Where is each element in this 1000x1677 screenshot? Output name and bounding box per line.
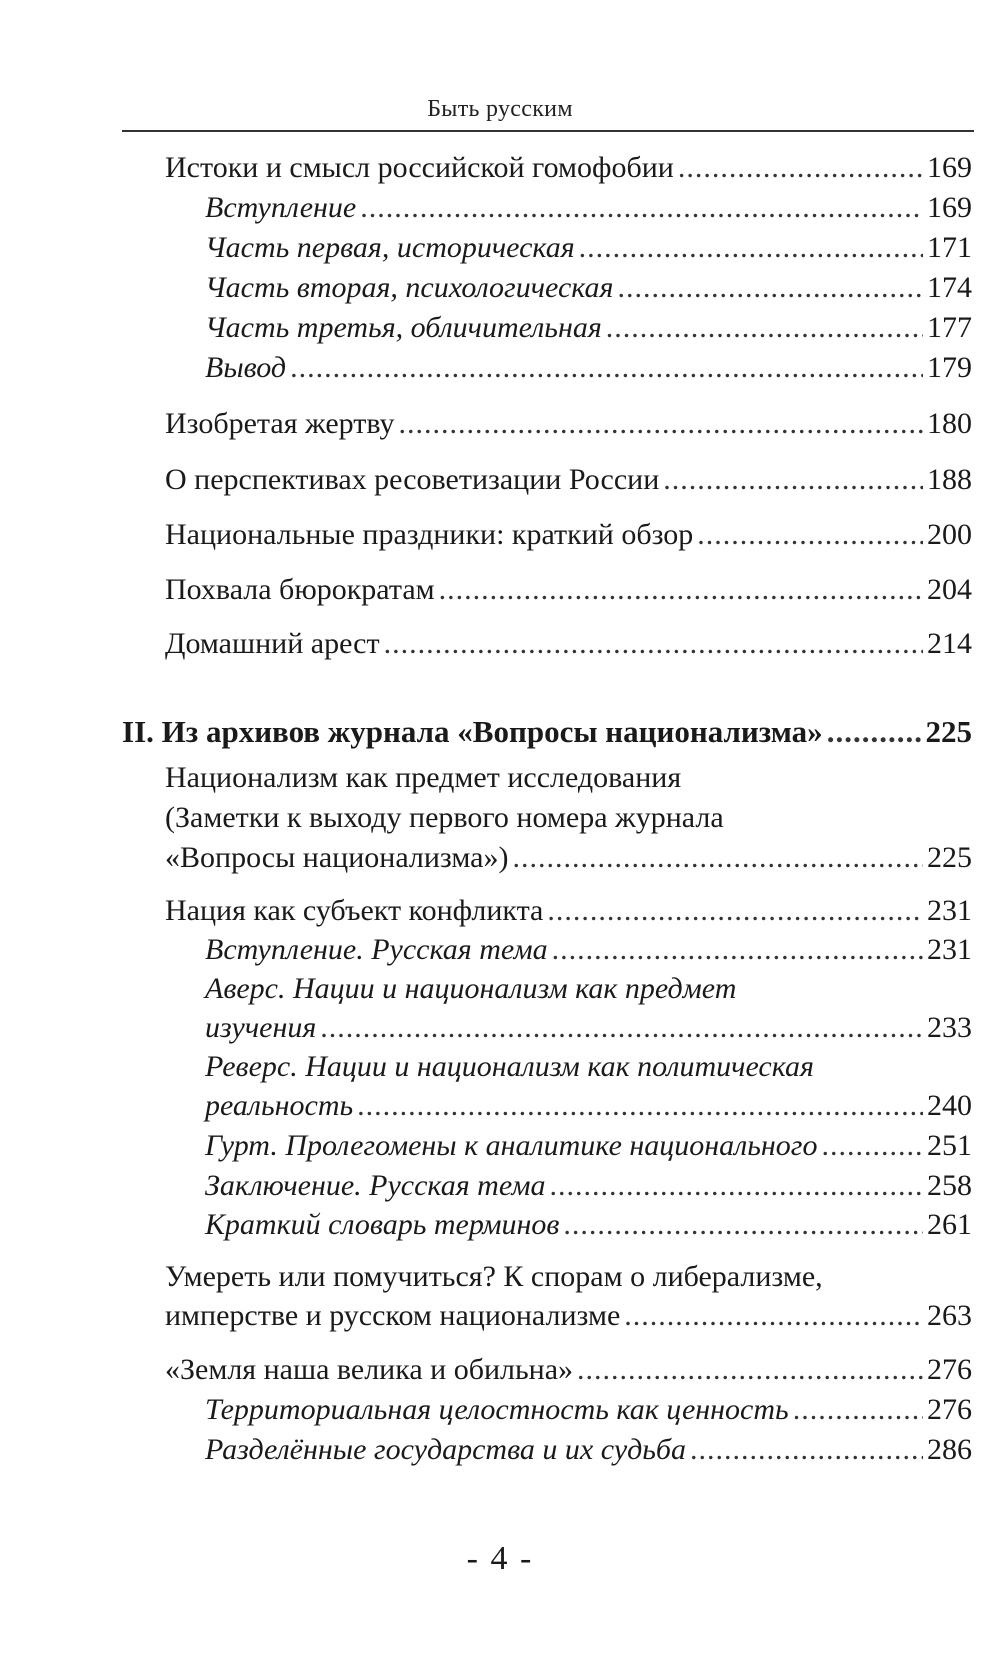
- toc-subentry: [205, 930, 972, 970]
- toc-subentry-page: 177: [927, 311, 972, 344]
- dot-leader: [793, 1390, 923, 1430]
- toc-entry-title: Похвала бюрократам: [165, 573, 435, 606]
- toc-entry-title-line: Национализм как предмет исследования: [165, 761, 682, 794]
- toc-subentry-title: Вывод: [205, 351, 287, 384]
- dot-leader: [618, 268, 923, 308]
- toc-entry-page: 169: [927, 151, 972, 184]
- toc-subentry: [205, 228, 972, 268]
- toc-entry-title: Домашний арест: [165, 627, 380, 660]
- toc-subentry-title: реальность: [205, 1089, 354, 1122]
- toc-subentry-page: 233: [927, 1011, 972, 1044]
- toc-subentry-page: 261: [927, 1208, 972, 1241]
- toc-subentry: [205, 188, 972, 228]
- toc-subentry-title: Заключение. Русская тема: [205, 1169, 546, 1202]
- dot-leader: [563, 1205, 923, 1245]
- toc-subentry-title: изучения: [205, 1011, 317, 1044]
- toc-subentry-page: 169: [927, 191, 972, 224]
- toc-entry-title-line: (Заметки к выходу первого номера журнала: [165, 801, 724, 834]
- toc-subentry-page: 174: [927, 271, 972, 304]
- dot-leader: [624, 1296, 923, 1336]
- toc-entry-title: Национальные праздники: краткий обзор: [165, 518, 694, 551]
- dot-leader: [552, 930, 923, 970]
- toc-subentry: [205, 348, 972, 388]
- toc-subentry-title-line: Аверс. Нации и национализм как предмет: [205, 972, 737, 1005]
- toc-subentry-title: Часть первая, историческая: [205, 231, 575, 264]
- dot-leader: [577, 1350, 923, 1390]
- toc-subentry-title: Часть третья, обличительная: [205, 311, 602, 344]
- toc-entry: [165, 891, 972, 931]
- toc-subentry-title: Вступление. Русская тема: [205, 933, 548, 966]
- toc-subentry-page: 171: [927, 231, 972, 264]
- dot-leader: [579, 228, 923, 268]
- toc-entry-title: О перспективах ресоветизации России: [165, 463, 660, 496]
- toc-entry-page: 225: [927, 841, 972, 874]
- toc-entry: [165, 1296, 972, 1336]
- dot-leader: [606, 308, 923, 348]
- toc-entry-page: 180: [927, 407, 972, 440]
- toc-subentry: [205, 1166, 972, 1206]
- toc-entry-title: Изобретая жертву: [165, 407, 395, 440]
- toc-entry-page: 263: [927, 1299, 972, 1332]
- dot-leader: [678, 148, 923, 188]
- dot-leader: [360, 188, 923, 228]
- toc-entry-title: «Вопросы национализма»): [165, 841, 509, 874]
- dot-leader: [357, 1086, 923, 1126]
- toc-entry-page: 214: [927, 627, 972, 660]
- toc-subentry-page: 231: [927, 933, 972, 966]
- dot-leader: [439, 570, 923, 610]
- toc-subentry-page: 179: [927, 351, 972, 384]
- dot-leader: [512, 838, 923, 878]
- dot-leader: [690, 1430, 923, 1470]
- toc-entry: [165, 148, 972, 188]
- dot-leader: [399, 404, 923, 444]
- toc-subentry: [205, 1430, 972, 1470]
- running-head: Быть русским: [427, 96, 573, 122]
- toc-subentry-title: Гурт. Пролегомены к аналитике национального: [205, 1129, 818, 1162]
- dot-leader: [290, 348, 923, 388]
- toc-subentry-page: 286: [927, 1433, 972, 1466]
- dot-leader: [320, 1008, 923, 1048]
- header-rule: [122, 130, 974, 132]
- toc-subentry-page: 276: [927, 1393, 972, 1426]
- toc-section-title: II. Из архивов журнала «Вопросы национализма»: [122, 714, 823, 749]
- toc-entry: [165, 838, 972, 878]
- toc-entry-page: 276: [927, 1353, 972, 1386]
- toc-subentry-title: Краткий словарь терминов: [205, 1208, 560, 1241]
- dot-leader: [827, 712, 922, 752]
- toc-subentry-title: Территориальная целостность как ценность: [205, 1393, 789, 1426]
- page-number: - 4 -: [466, 1540, 534, 1577]
- toc-subentry: [205, 308, 972, 348]
- toc-entry: [165, 624, 972, 664]
- toc-subentry-title: Разделённые государства и их судьба: [205, 1433, 686, 1466]
- dot-leader: [547, 891, 923, 931]
- toc-subentry-page: 240: [927, 1089, 972, 1122]
- toc-subentry: [205, 1126, 972, 1166]
- toc-entry-title: Истоки и смысл российской гомофобии: [165, 151, 674, 184]
- toc-subentry-page: 258: [927, 1169, 972, 1202]
- toc-section-heading: [122, 712, 972, 752]
- toc-subentry: [205, 1390, 972, 1430]
- toc-entry-title: «Земля наша велика и обильна»: [165, 1353, 574, 1386]
- toc-entry: [165, 570, 972, 610]
- dot-leader: [550, 1166, 923, 1206]
- toc-entry-title-line: Умереть или помучиться? К спорам о либерализме,: [165, 1260, 823, 1293]
- toc-subentry-title-line: Реверс. Нации и национализм как политическая: [205, 1050, 814, 1083]
- toc-subentry-title: Вступление: [205, 191, 357, 224]
- toc-entry-page: 231: [927, 894, 972, 927]
- toc-entry-page: 204: [927, 573, 972, 606]
- dot-leader: [697, 515, 923, 555]
- dot-leader: [663, 460, 923, 500]
- toc-entry: [165, 404, 972, 444]
- toc-entry: [165, 460, 972, 500]
- toc-entry-page: 200: [927, 518, 972, 551]
- toc-subentry-title: Часть вторая, психологическая: [205, 271, 614, 304]
- toc-entry-title: Нация как субъект конфликта: [165, 894, 544, 927]
- toc-subentry-page: 251: [927, 1129, 972, 1162]
- toc-subentry: [205, 268, 972, 308]
- toc-section-page: 225: [925, 714, 972, 749]
- toc-subentry: [205, 1205, 972, 1245]
- toc-entry-page: 188: [927, 463, 972, 496]
- dot-leader: [821, 1126, 923, 1166]
- toc-subentry: [205, 1086, 972, 1126]
- toc-entry: [165, 515, 972, 555]
- toc-entry-title: имперстве и русском национализме: [165, 1299, 621, 1332]
- toc-subentry: [205, 1008, 972, 1048]
- dot-leader: [384, 624, 923, 664]
- toc-entry: [165, 1350, 972, 1390]
